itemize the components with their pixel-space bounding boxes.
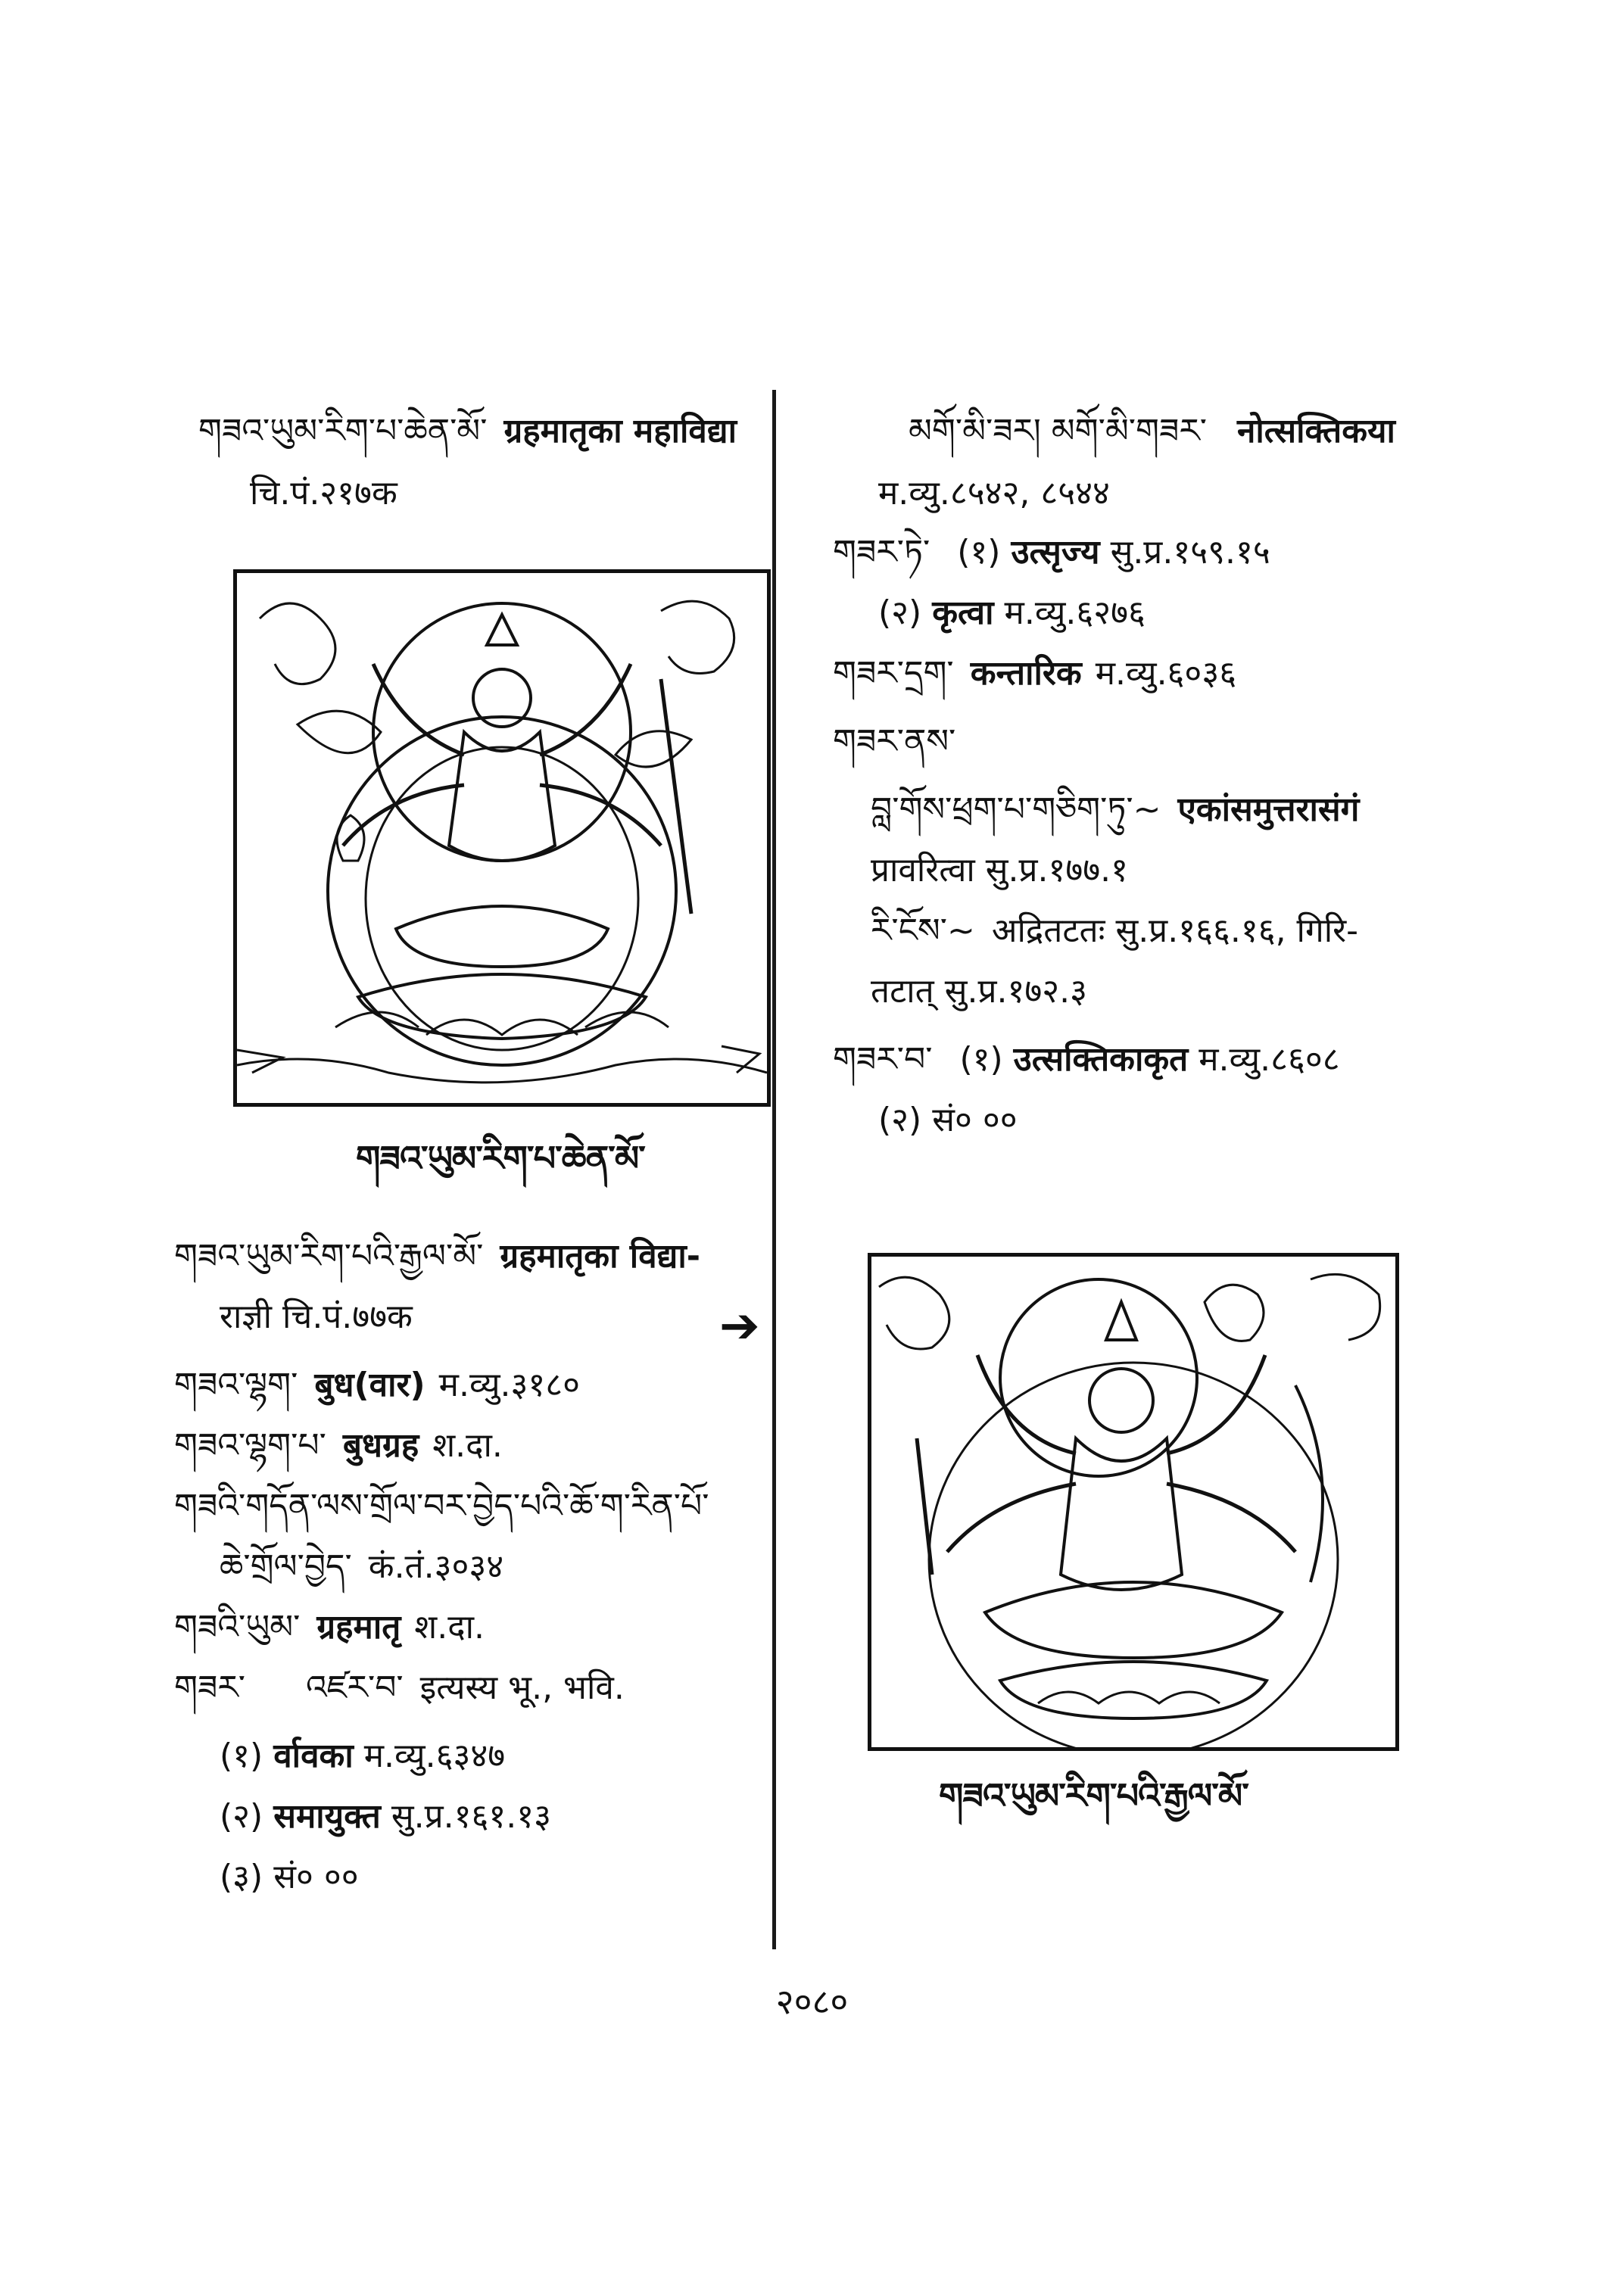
entry-line — [174, 1605, 485, 1650]
tibetan-headword: གཟར་དྲག་ — [833, 654, 954, 693]
reference: म.व्यु.३१८० — [438, 1366, 581, 1404]
entry-line — [833, 651, 1236, 696]
sense-number: (२) — [878, 594, 922, 632]
entry-continuation — [220, 1294, 413, 1340]
reference: म.व्यु.८६०८ — [1199, 1040, 1340, 1079]
tibetan-headword: གཟའ་ལྷག་པ་ — [174, 1426, 326, 1465]
sanskrit-gloss: नोत्सक्तिकया — [1236, 412, 1395, 450]
continuation-text: तटात् सु.प्र.१७२.३ — [871, 972, 1087, 1011]
entry-continuation — [871, 969, 1087, 1014]
sense-line — [220, 1734, 505, 1779]
tibetan-headword: གཟར་ནས་ — [833, 722, 956, 761]
tibetan-text: ཆེ་གྲོལ་བྱེད་ — [220, 1547, 352, 1586]
entry-line — [174, 1484, 709, 1529]
deity-illustration-1 — [233, 569, 771, 1107]
page-number: २०८० — [775, 1981, 849, 2022]
grammar-note: इत्यस्य भू., भवि. — [419, 1668, 625, 1707]
arrow-right-icon: ➔ — [719, 1298, 760, 1354]
sanskrit-gloss: कन्तारिक — [970, 654, 1082, 693]
sense-line — [878, 590, 1146, 636]
tibetan-headword: གཟར་ཏེ་ — [833, 533, 930, 572]
left-column — [0, 0, 772, 2293]
entry-continuation — [220, 1544, 503, 1590]
tibetan-headword: གཟར་ — [174, 1668, 245, 1707]
sub-entry-line — [871, 908, 1358, 954]
sanskrit-gloss: बुधग्रह — [342, 1426, 419, 1465]
sanskrit-gloss: अद्रितटतः सु.प्र.१६६.१६, गिरि- — [991, 911, 1358, 950]
tibetan-headword: གཟའ་ཡུམ་རིག་པ་ཆེན་མོ་ — [198, 412, 488, 450]
sense-number: (१) — [220, 1737, 263, 1775]
sanskrit-gloss: ग्रहमातृका विद्या- — [500, 1237, 701, 1276]
entry-line — [833, 530, 1270, 575]
tibetan-phrase: བླ་གོས་ཕྲག་པ་གཅིག་ཏུ་~ — [871, 790, 1161, 829]
entry-line — [909, 409, 1395, 454]
sanskrit-gloss: उत्सक्तिकाकृत — [1013, 1040, 1189, 1079]
entry-line — [833, 719, 972, 765]
sense-line — [878, 1098, 1018, 1143]
deity-drawing — [237, 573, 767, 1103]
tibetan-headword: མགོ་མི་ཟར། མགོ་མི་གཟར་ — [909, 412, 1207, 450]
tibetan-headword: གཟའི་གདོན་ལས་གྲོལ་བར་བྱེད་པའི་ཆོ་ག་རིན་པོ་ — [174, 1487, 709, 1525]
sub-entry-line — [871, 787, 1359, 833]
sanskrit-gloss: एकांसमुत्तरासंगं — [1177, 790, 1360, 829]
tibetan-phrase: རི་ངོས་~ — [871, 911, 975, 950]
reference: म.व्यु.६०३६ — [1095, 654, 1237, 693]
reference: सं० ०० — [273, 1858, 359, 1896]
continuation-text: राज्ञी चि.पं.७७क — [220, 1298, 413, 1336]
entry-line — [174, 1423, 503, 1469]
entry-line — [174, 1234, 700, 1279]
reference: सु.प्र.१५९.१५ — [1110, 533, 1270, 572]
entry-line — [198, 409, 737, 454]
figure-caption: གཟའ་ཡུམ་རིག་པ་ཆེན་མོ་ — [356, 1138, 645, 1179]
reference: सु.प्र.१६१.१३ — [391, 1797, 551, 1836]
continuation-text: प्रावरित्वा सु.प्र.१७७.१ — [871, 851, 1129, 889]
tibetan-headword: གཟའ་ཡུམ་རིག་པའི་རྒྱལ་མོ་ — [174, 1237, 484, 1276]
entry-continuation — [871, 848, 1128, 893]
sanskrit-gloss: कृत्वा — [932, 594, 994, 632]
sanskrit-gloss: समायुक्त — [273, 1797, 381, 1836]
sanskrit-gloss: बुध(वार) — [314, 1366, 425, 1404]
sense-line — [220, 1855, 359, 1900]
sense-number: (२) — [220, 1797, 263, 1836]
figure-caption: གཟའ་ཡུམ་རིག་པའི་རྒྱལ་མོ་ — [939, 1775, 1248, 1816]
sanskrit-gloss: ग्रहमातृका महाविद्या — [503, 412, 737, 450]
reference: श.दा. — [414, 1608, 485, 1647]
deity-drawing — [871, 1257, 1395, 1747]
sanskrit-gloss: र्वावका — [273, 1737, 354, 1775]
sense-number: (१) — [957, 533, 1001, 572]
entry-line — [833, 1037, 1340, 1083]
sense-line — [220, 1794, 551, 1840]
reference: श.दा. — [432, 1426, 503, 1465]
tibetan-headword: གཟའ་ལྷག་ — [174, 1366, 298, 1404]
reference: सं० ०० — [932, 1101, 1018, 1139]
reference: म.व्यु.८५४२, ८५४४ — [878, 474, 1110, 512]
sense-number: (१) — [959, 1040, 1003, 1079]
sense-number: (२) — [878, 1101, 922, 1139]
tibetan-headword: གཟར་བ་ — [833, 1040, 933, 1079]
reference: कं.तं.३०३४ — [368, 1547, 504, 1586]
column-divider — [772, 390, 776, 1949]
right-column — [787, 0, 1624, 2293]
tibetan-root: འཛར་བ་ — [305, 1668, 404, 1707]
deity-illustration-2 — [868, 1253, 1399, 1751]
entry-line — [174, 1665, 625, 1711]
sanskrit-gloss: ग्रहमातृ — [316, 1608, 401, 1647]
entry-line — [174, 1363, 580, 1408]
sense-number: (३) — [220, 1858, 263, 1896]
tibetan-headword: གཟའི་ཡུམ་ — [174, 1608, 301, 1647]
entry-reference — [250, 471, 397, 516]
reference: चि.पं.२१७क — [250, 474, 397, 512]
reference: म.व्यु.६२७६ — [1004, 594, 1146, 632]
reference: म.व्यु.६३४७ — [363, 1737, 506, 1775]
entry-reference — [878, 471, 1110, 516]
sanskrit-gloss: उत्सृज्य — [1011, 533, 1100, 572]
